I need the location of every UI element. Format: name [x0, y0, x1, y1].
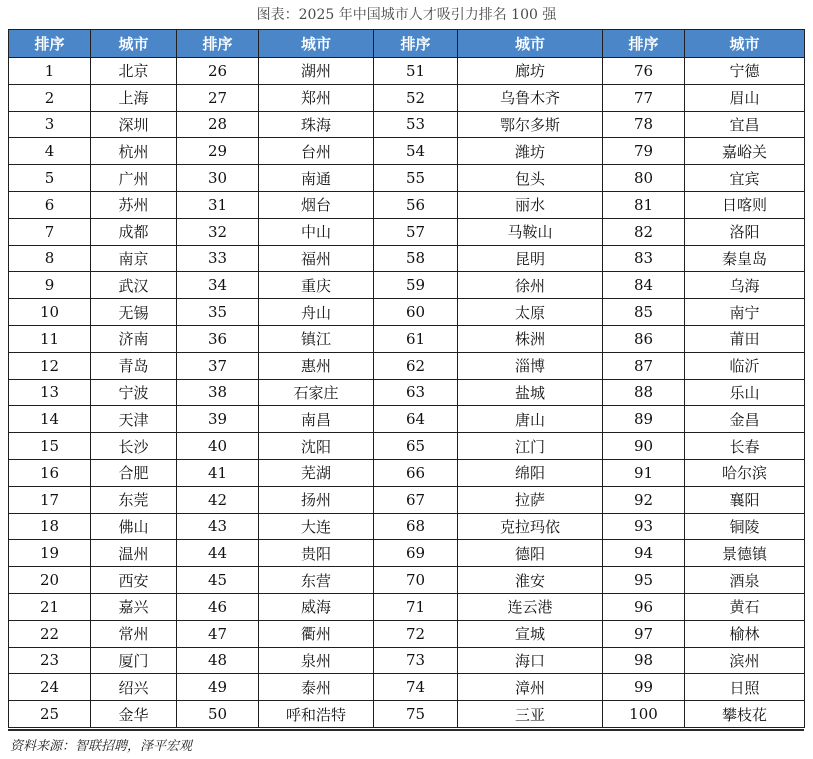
rank-cell: 50 [177, 701, 259, 728]
city-cell: 德阳 [458, 540, 603, 567]
city-cell: 潍坊 [458, 138, 603, 165]
city-cell: 天津 [91, 406, 177, 433]
rank-cell: 92 [603, 486, 685, 513]
city-cell: 南京 [91, 245, 177, 272]
rank-cell: 76 [603, 58, 685, 85]
header-rank-3: 排序 [374, 30, 458, 58]
city-cell: 江门 [458, 433, 603, 460]
city-cell: 宜昌 [685, 111, 805, 138]
rank-cell: 72 [374, 620, 458, 647]
city-cell: 宜宾 [685, 165, 805, 192]
rank-cell: 54 [374, 138, 458, 165]
city-cell: 惠州 [259, 352, 374, 379]
city-cell: 黄石 [685, 593, 805, 620]
city-cell: 嘉峪关 [685, 138, 805, 165]
rank-cell: 91 [603, 459, 685, 486]
header-rank-2: 排序 [177, 30, 259, 58]
rank-cell: 94 [603, 540, 685, 567]
header-city-1: 城市 [91, 30, 177, 58]
rank-cell: 82 [603, 218, 685, 245]
city-cell: 哈尔滨 [685, 459, 805, 486]
city-cell: 东莞 [91, 486, 177, 513]
city-cell: 宁波 [91, 379, 177, 406]
city-cell: 长沙 [91, 433, 177, 460]
table-row [9, 191, 805, 218]
header-rank-1: 排序 [9, 30, 91, 58]
rank-cell: 69 [374, 540, 458, 567]
rank-cell: 3 [9, 111, 91, 138]
rank-cell: 36 [177, 325, 259, 352]
rank-cell: 66 [374, 459, 458, 486]
rank-cell: 22 [9, 620, 91, 647]
rank-cell: 88 [603, 379, 685, 406]
city-cell: 合肥 [91, 459, 177, 486]
city-cell: 郑州 [259, 84, 374, 111]
rank-cell: 45 [177, 567, 259, 594]
rank-cell: 37 [177, 352, 259, 379]
city-cell: 攀枝花 [685, 701, 805, 728]
city-cell: 北京 [91, 58, 177, 85]
rank-cell: 35 [177, 299, 259, 326]
city-cell: 南昌 [259, 406, 374, 433]
city-cell: 昆明 [458, 245, 603, 272]
rank-cell: 42 [177, 486, 259, 513]
city-cell: 宁德 [685, 58, 805, 85]
city-cell: 马鞍山 [458, 218, 603, 245]
city-cell: 金华 [91, 701, 177, 728]
rank-cell: 56 [374, 191, 458, 218]
header-city-2: 城市 [259, 30, 374, 58]
rank-cell: 1 [9, 58, 91, 85]
rank-cell: 86 [603, 325, 685, 352]
rank-cell: 27 [177, 84, 259, 111]
rank-cell: 40 [177, 433, 259, 460]
rank-cell: 12 [9, 352, 91, 379]
city-cell: 杭州 [91, 138, 177, 165]
city-cell: 洛阳 [685, 218, 805, 245]
rank-cell: 2 [9, 84, 91, 111]
rank-cell: 5 [9, 165, 91, 192]
rank-cell: 93 [603, 513, 685, 540]
rank-cell: 80 [603, 165, 685, 192]
rank-cell: 95 [603, 567, 685, 594]
city-cell: 唐山 [458, 406, 603, 433]
city-cell: 舟山 [259, 299, 374, 326]
table-row [9, 674, 805, 701]
city-cell: 秦皇岛 [685, 245, 805, 272]
city-cell: 镇江 [259, 325, 374, 352]
city-cell: 贵阳 [259, 540, 374, 567]
rank-cell: 71 [374, 593, 458, 620]
header-city-3: 城市 [458, 30, 603, 58]
city-cell: 中山 [259, 218, 374, 245]
city-cell: 绍兴 [91, 674, 177, 701]
rank-cell: 17 [9, 486, 91, 513]
source-note: 资料来源：智联招聘，泽平宏观 [10, 739, 193, 754]
city-cell: 株洲 [458, 325, 603, 352]
rank-cell: 81 [603, 191, 685, 218]
rank-cell: 70 [374, 567, 458, 594]
rank-cell: 77 [603, 84, 685, 111]
bottom-rule [8, 729, 804, 731]
rank-cell: 26 [177, 58, 259, 85]
rank-cell: 62 [374, 352, 458, 379]
city-cell: 福州 [259, 245, 374, 272]
rank-cell: 79 [603, 138, 685, 165]
table-row [9, 379, 805, 406]
rank-cell: 78 [603, 111, 685, 138]
city-cell: 榆林 [685, 620, 805, 647]
table-row [9, 165, 805, 192]
city-cell: 襄阳 [685, 486, 805, 513]
table-row [9, 111, 805, 138]
rank-cell: 83 [603, 245, 685, 272]
rank-cell: 32 [177, 218, 259, 245]
rank-cell: 16 [9, 459, 91, 486]
rank-cell: 59 [374, 272, 458, 299]
city-cell: 衢州 [259, 620, 374, 647]
rank-cell: 97 [603, 620, 685, 647]
city-cell: 常州 [91, 620, 177, 647]
city-cell: 沈阳 [259, 433, 374, 460]
city-cell: 莆田 [685, 325, 805, 352]
city-cell: 连云港 [458, 593, 603, 620]
rank-cell: 44 [177, 540, 259, 567]
rank-cell: 51 [374, 58, 458, 85]
table-row [9, 325, 805, 352]
rank-cell: 24 [9, 674, 91, 701]
rank-cell: 38 [177, 379, 259, 406]
rank-cell: 58 [374, 245, 458, 272]
table-row [9, 433, 805, 460]
city-cell: 温州 [91, 540, 177, 567]
city-cell: 乌海 [685, 272, 805, 299]
city-cell: 铜陵 [685, 513, 805, 540]
table-header-row [9, 30, 805, 58]
rank-cell: 18 [9, 513, 91, 540]
rank-cell: 10 [9, 299, 91, 326]
table-row [9, 58, 805, 85]
city-cell: 上海 [91, 84, 177, 111]
rank-cell: 34 [177, 272, 259, 299]
rank-cell: 11 [9, 325, 91, 352]
rank-cell: 96 [603, 593, 685, 620]
city-cell: 青岛 [91, 352, 177, 379]
city-cell: 乐山 [685, 379, 805, 406]
city-cell: 苏州 [91, 191, 177, 218]
city-cell: 盐城 [458, 379, 603, 406]
rank-cell: 73 [374, 647, 458, 674]
city-cell: 嘉兴 [91, 593, 177, 620]
rank-cell: 74 [374, 674, 458, 701]
city-cell: 台州 [259, 138, 374, 165]
city-cell: 绵阳 [458, 459, 603, 486]
city-cell: 淄博 [458, 352, 603, 379]
table-row [9, 84, 805, 111]
rank-cell: 90 [603, 433, 685, 460]
table-row [9, 272, 805, 299]
city-cell: 金昌 [685, 406, 805, 433]
city-cell: 扬州 [259, 486, 374, 513]
rank-cell: 14 [9, 406, 91, 433]
city-cell: 威海 [259, 593, 374, 620]
city-cell: 西安 [91, 567, 177, 594]
rank-cell: 53 [374, 111, 458, 138]
table-row [9, 620, 805, 647]
city-cell: 徐州 [458, 272, 603, 299]
city-cell: 武汉 [91, 272, 177, 299]
table-row [9, 567, 805, 594]
city-cell: 眉山 [685, 84, 805, 111]
city-cell: 东营 [259, 567, 374, 594]
city-cell: 宣城 [458, 620, 603, 647]
city-cell: 乌鲁木齐 [458, 84, 603, 111]
city-cell: 南通 [259, 165, 374, 192]
city-cell: 烟台 [259, 191, 374, 218]
rank-cell: 39 [177, 406, 259, 433]
rank-cell: 7 [9, 218, 91, 245]
rank-cell: 48 [177, 647, 259, 674]
city-cell: 大连 [259, 513, 374, 540]
rank-cell: 57 [374, 218, 458, 245]
header-city-4: 城市 [685, 30, 805, 58]
rank-cell: 49 [177, 674, 259, 701]
rank-cell: 30 [177, 165, 259, 192]
city-cell: 石家庄 [259, 379, 374, 406]
chart-title: 图表：2025 年中国城市人才吸引力排名 100 强 [256, 7, 557, 23]
rank-cell: 85 [603, 299, 685, 326]
rank-cell: 6 [9, 191, 91, 218]
rank-cell: 9 [9, 272, 91, 299]
rank-cell: 46 [177, 593, 259, 620]
rank-cell: 23 [9, 647, 91, 674]
rank-cell: 55 [374, 165, 458, 192]
city-cell: 太原 [458, 299, 603, 326]
city-cell: 酒泉 [685, 567, 805, 594]
table-body [9, 58, 805, 728]
rank-cell: 21 [9, 593, 91, 620]
rank-cell: 63 [374, 379, 458, 406]
rank-cell: 47 [177, 620, 259, 647]
rank-cell: 15 [9, 433, 91, 460]
city-cell: 芜湖 [259, 459, 374, 486]
rank-cell: 41 [177, 459, 259, 486]
rank-cell: 87 [603, 352, 685, 379]
city-cell: 淮安 [458, 567, 603, 594]
city-cell: 济南 [91, 325, 177, 352]
city-cell: 泉州 [259, 647, 374, 674]
rank-cell: 20 [9, 567, 91, 594]
table-row [9, 486, 805, 513]
rank-cell: 25 [9, 701, 91, 728]
rank-cell: 84 [603, 272, 685, 299]
rank-cell: 99 [603, 674, 685, 701]
table-row [9, 459, 805, 486]
table-row [9, 647, 805, 674]
city-cell: 临沂 [685, 352, 805, 379]
city-cell: 漳州 [458, 674, 603, 701]
city-cell: 克拉玛依 [458, 513, 603, 540]
table-row [9, 540, 805, 567]
rank-cell: 100 [603, 701, 685, 728]
table-row [9, 406, 805, 433]
rank-cell: 28 [177, 111, 259, 138]
city-cell: 拉萨 [458, 486, 603, 513]
rank-cell: 8 [9, 245, 91, 272]
rank-cell: 75 [374, 701, 458, 728]
city-cell: 湖州 [259, 58, 374, 85]
city-cell: 鄂尔多斯 [458, 111, 603, 138]
city-cell: 海口 [458, 647, 603, 674]
city-cell: 日照 [685, 674, 805, 701]
table-row [9, 138, 805, 165]
table-row [9, 701, 805, 728]
table-row [9, 245, 805, 272]
rank-cell: 61 [374, 325, 458, 352]
rank-cell: 33 [177, 245, 259, 272]
city-cell: 丽水 [458, 191, 603, 218]
rank-cell: 13 [9, 379, 91, 406]
table-row [9, 218, 805, 245]
rank-cell: 89 [603, 406, 685, 433]
city-cell: 重庆 [259, 272, 374, 299]
rank-cell: 43 [177, 513, 259, 540]
header-rank-4: 排序 [603, 30, 685, 58]
table-row [9, 593, 805, 620]
rank-cell: 52 [374, 84, 458, 111]
city-cell: 三亚 [458, 701, 603, 728]
rank-cell: 67 [374, 486, 458, 513]
ranking-table [8, 29, 805, 728]
city-cell: 佛山 [91, 513, 177, 540]
city-cell: 泰州 [259, 674, 374, 701]
table-row [9, 352, 805, 379]
rank-cell: 29 [177, 138, 259, 165]
rank-cell: 31 [177, 191, 259, 218]
city-cell: 廊坊 [458, 58, 603, 85]
rank-cell: 19 [9, 540, 91, 567]
city-cell: 无锡 [91, 299, 177, 326]
city-cell: 长春 [685, 433, 805, 460]
rank-cell: 68 [374, 513, 458, 540]
table-row [9, 299, 805, 326]
city-cell: 滨州 [685, 647, 805, 674]
city-cell: 包头 [458, 165, 603, 192]
rank-cell: 64 [374, 406, 458, 433]
city-cell: 景德镇 [685, 540, 805, 567]
city-cell: 南宁 [685, 299, 805, 326]
rank-cell: 4 [9, 138, 91, 165]
rank-cell: 65 [374, 433, 458, 460]
city-cell: 广州 [91, 165, 177, 192]
rank-cell: 60 [374, 299, 458, 326]
city-cell: 日喀则 [685, 191, 805, 218]
city-cell: 厦门 [91, 647, 177, 674]
city-cell: 成都 [91, 218, 177, 245]
table-row [9, 513, 805, 540]
city-cell: 深圳 [91, 111, 177, 138]
rank-cell: 98 [603, 647, 685, 674]
city-cell: 呼和浩特 [259, 701, 374, 728]
city-cell: 珠海 [259, 111, 374, 138]
